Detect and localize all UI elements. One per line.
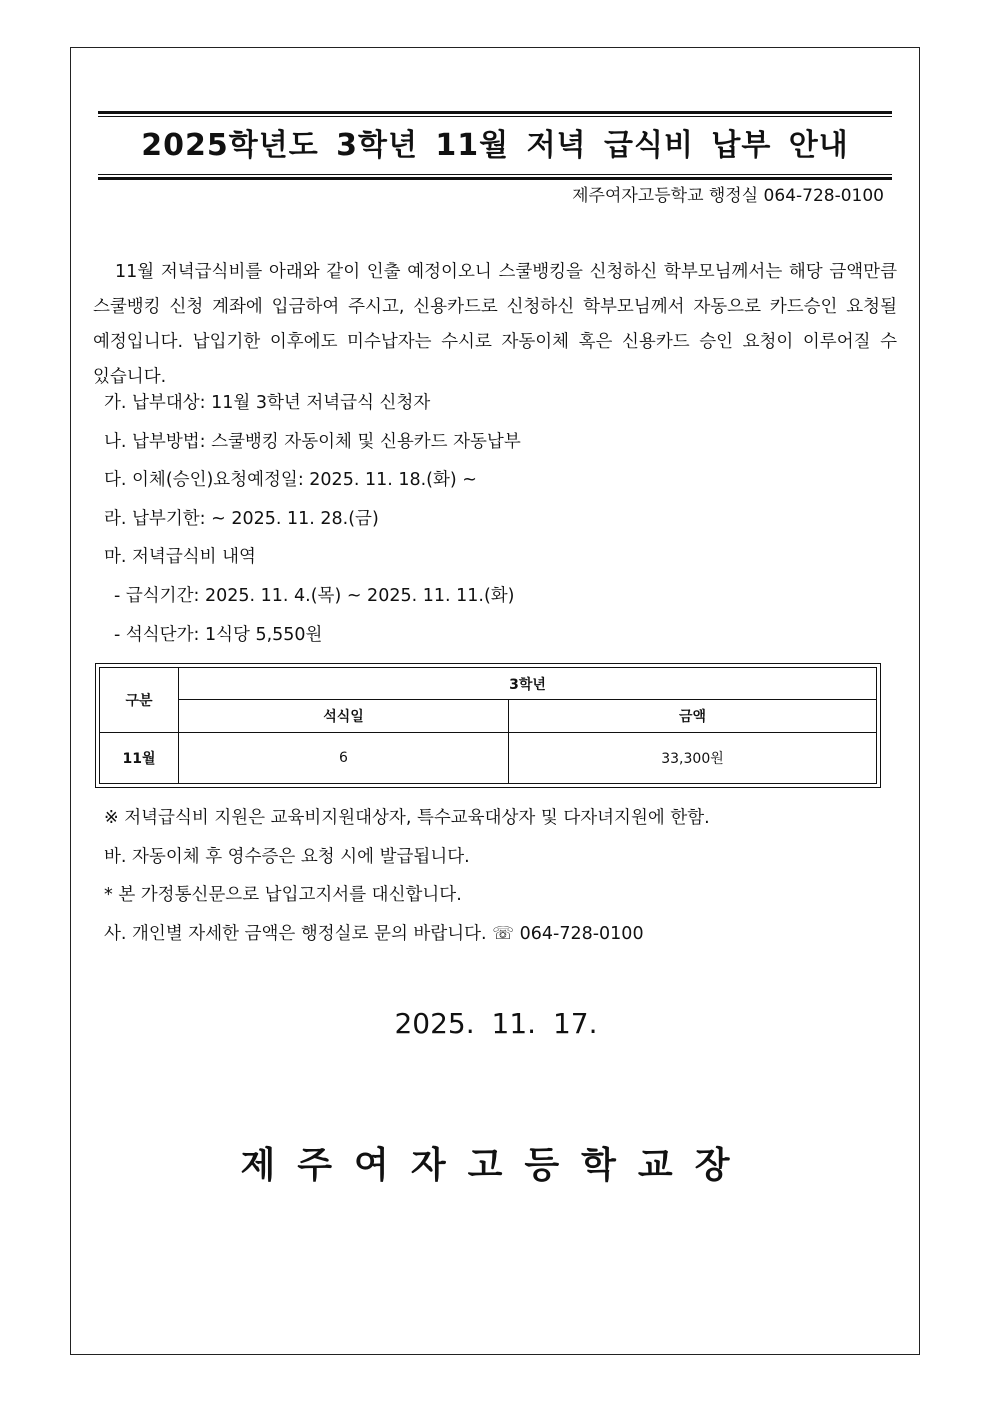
row-month: 11월 bbox=[100, 733, 179, 784]
item-transfer-date: 다. 이체(승인)요청예정일: 2025. 11. 18.(화) ~ bbox=[104, 470, 477, 490]
item-payment-target: 가. 납부대상: 11월 3학년 저녁급식 신청자 bbox=[104, 393, 431, 413]
title-rule-top bbox=[98, 111, 892, 114]
header-grade: 3학년 bbox=[179, 668, 877, 700]
title-rule-top-thin bbox=[98, 116, 892, 117]
item-unit-price: - 석식단가: 1식당 5,550원 bbox=[114, 625, 323, 645]
header-amount: 금액 bbox=[509, 700, 877, 733]
fee-table bbox=[95, 663, 881, 788]
office-contact: 제주여자고등학교 행정실 064-728-0100 bbox=[572, 186, 884, 206]
note-receipt: 바. 자동이체 후 영수증은 요청 시에 발급됩니다. bbox=[104, 847, 470, 867]
note-notice: * 본 가정통신문으로 납입고지서를 대신합니다. bbox=[104, 885, 462, 905]
title-rule-bottom bbox=[98, 177, 892, 180]
issue-date: 2025. 11. 17. bbox=[394, 1007, 598, 1040]
item-payment-method: 나. 납부방법: 스쿨뱅킹 자동이체 및 신용카드 자동납부 bbox=[104, 432, 521, 452]
document-title: 2025학년도 3학년 11월 저녁 급식비 납부 안내 bbox=[141, 128, 849, 163]
row-amount: 33,300원 bbox=[509, 733, 877, 784]
item-fee-details: 마. 저녁급식비 내역 bbox=[104, 547, 256, 567]
intro-paragraph: 11월 저녁급식비를 아래와 같이 인출 예정이오니 스쿨뱅킹을 신청하신 학부모님께서는 해당 금액만큼 스쿨뱅킹 신청 계좌에 입금하여 주시고, 신용카드로 신청하신 학부모님께서 자동으로 카드승인 요청될 예정입니다. 납입기한 이후에도 미수납자는 수시로 자동이체 혹은 신용카드 승인 요청이 이루어질 수 있습니다. bbox=[93, 262, 897, 387]
principal-signature: 제주여자고등학교장 bbox=[240, 1145, 752, 1186]
row-meal-days: 6 bbox=[179, 733, 509, 784]
header-meal-days: 석식일 bbox=[179, 700, 509, 733]
item-payment-deadline: 라. 납부기한: ~ 2025. 11. 28.(금) bbox=[104, 509, 379, 529]
item-meal-period: - 급식기간: 2025. 11. 4.(목) ~ 2025. 11. 11.(화) bbox=[114, 586, 515, 606]
note-support: ※ 저녁급식비 지원은 교육비지원대상자, 특수교육대상자 및 다자녀지원에 한함. bbox=[104, 808, 710, 828]
header-category: 구분 bbox=[100, 668, 179, 733]
title-rule-bottom-thin bbox=[98, 174, 892, 175]
note-inquiry: 사. 개인별 자세한 금액은 행정실로 문의 바랍니다. ☏ 064-728-0100 bbox=[104, 924, 644, 944]
